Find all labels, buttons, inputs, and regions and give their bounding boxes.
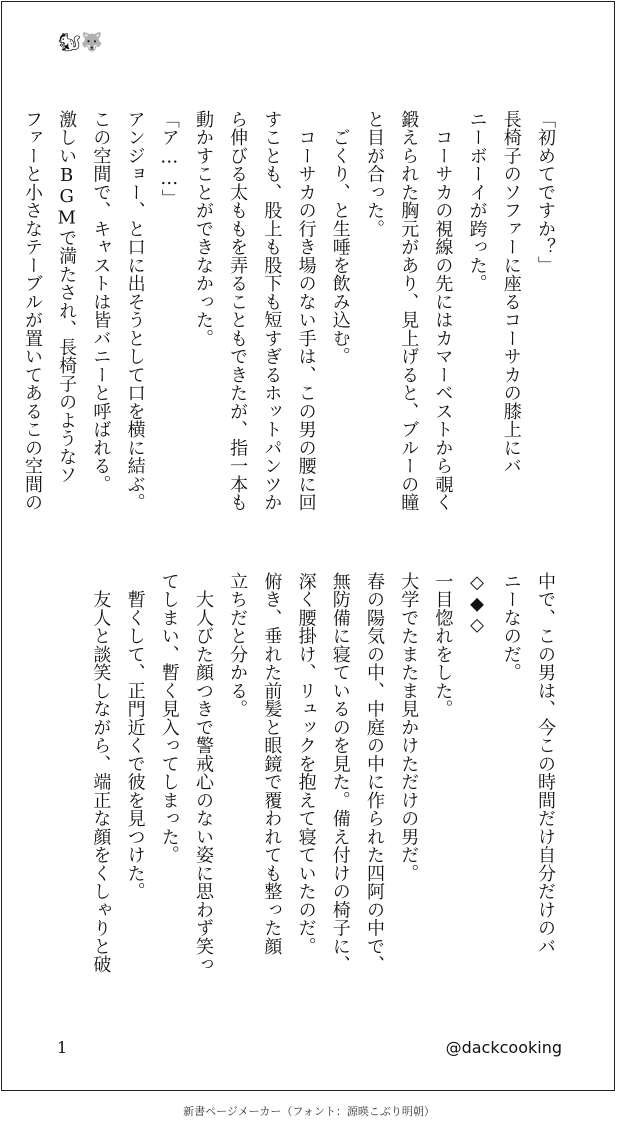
text-line: 立ちだと分かる。 xyxy=(227,572,249,718)
text-line: この空間で、キャストは皆バニーと呼ばれる。 xyxy=(90,110,112,494)
text-line: 大人びた顔つきで警戒心のない姿に思わず笑っ xyxy=(192,572,214,974)
text-line: 暫くして、正門近くで彼を見つけた。 xyxy=(124,572,146,901)
text-line: 激しいBGMで満たされ、長椅子のようなソ xyxy=(56,110,78,484)
page-frame xyxy=(1,1,615,1091)
emoji-icons: 🐿🐺 xyxy=(58,32,104,53)
text-line: 俯き、垂れた前髪と眼鏡で覆われても整った顔 xyxy=(261,572,283,956)
author-handle: @dackcooking xyxy=(445,1038,562,1057)
text-line: 友人と談笑しながら、端正な顔をくしゃりと破 xyxy=(90,572,112,974)
text-line: ニーなのだ。 xyxy=(500,572,522,682)
text-line: と目が合った。 xyxy=(363,110,385,238)
generator-caption: 新書ページメーカー（フォント：源暎こぶり明朝） xyxy=(183,1105,435,1118)
text-line: てしまい、暫く見入ってしまった。 xyxy=(158,572,180,864)
text-line: 無防備に寝ているのを見た。備え付けの椅子に、 xyxy=(329,572,351,974)
page-number: 1 xyxy=(57,1038,68,1057)
text-line: 中で、この男は、今この時間だけ自分だけのバ xyxy=(535,572,556,956)
text-line: すことも、股上も股下も短すぎるホットパンツか xyxy=(261,110,283,512)
text-line: コーサカの視線の先にはカマーベストから覗く xyxy=(432,110,454,512)
section-break: ◇◆◇ xyxy=(466,572,488,636)
text-line: ファーと小さなテーブルが置いてあるこの空間の xyxy=(21,110,43,512)
text-line: ら伸びる太ももを弄ることもできたが、指一本も xyxy=(227,110,249,512)
text-line: ニーボーイが跨った。 xyxy=(466,110,488,293)
text-line: 鍛えられた胸元があり、見上げると、ブルーの瞳 xyxy=(398,110,420,512)
text-line: 春の陽気の中、中庭の中に作られた四阿の中で、 xyxy=(363,572,385,974)
text-line: 大学でたまたま見かけただけの男だ。 xyxy=(398,572,420,883)
text-line: ごくり、と生唾を飲み込む。 xyxy=(329,110,351,366)
text-line: アンジョー、と口に出そうとして口を横に結ぶ。 xyxy=(124,110,146,512)
text-block-top xyxy=(21,110,562,530)
text-line: 長椅子のソファーに座るコーサカの膝上にバ xyxy=(500,110,522,475)
text-line: 深く腰掛け、リュックを抱えて寝ていたのだ。 xyxy=(295,572,317,956)
text-line: 「初めてですか？」 xyxy=(535,110,556,275)
text-line: 動かすことができなかった。 xyxy=(192,110,214,348)
text-line: 一目惚れをした。 xyxy=(432,572,454,718)
text-line: 「ア……」 xyxy=(158,110,180,208)
text-block-bottom xyxy=(42,572,562,992)
text-line: コーサカの行き場のない手は、この男の腰に回 xyxy=(295,110,317,512)
